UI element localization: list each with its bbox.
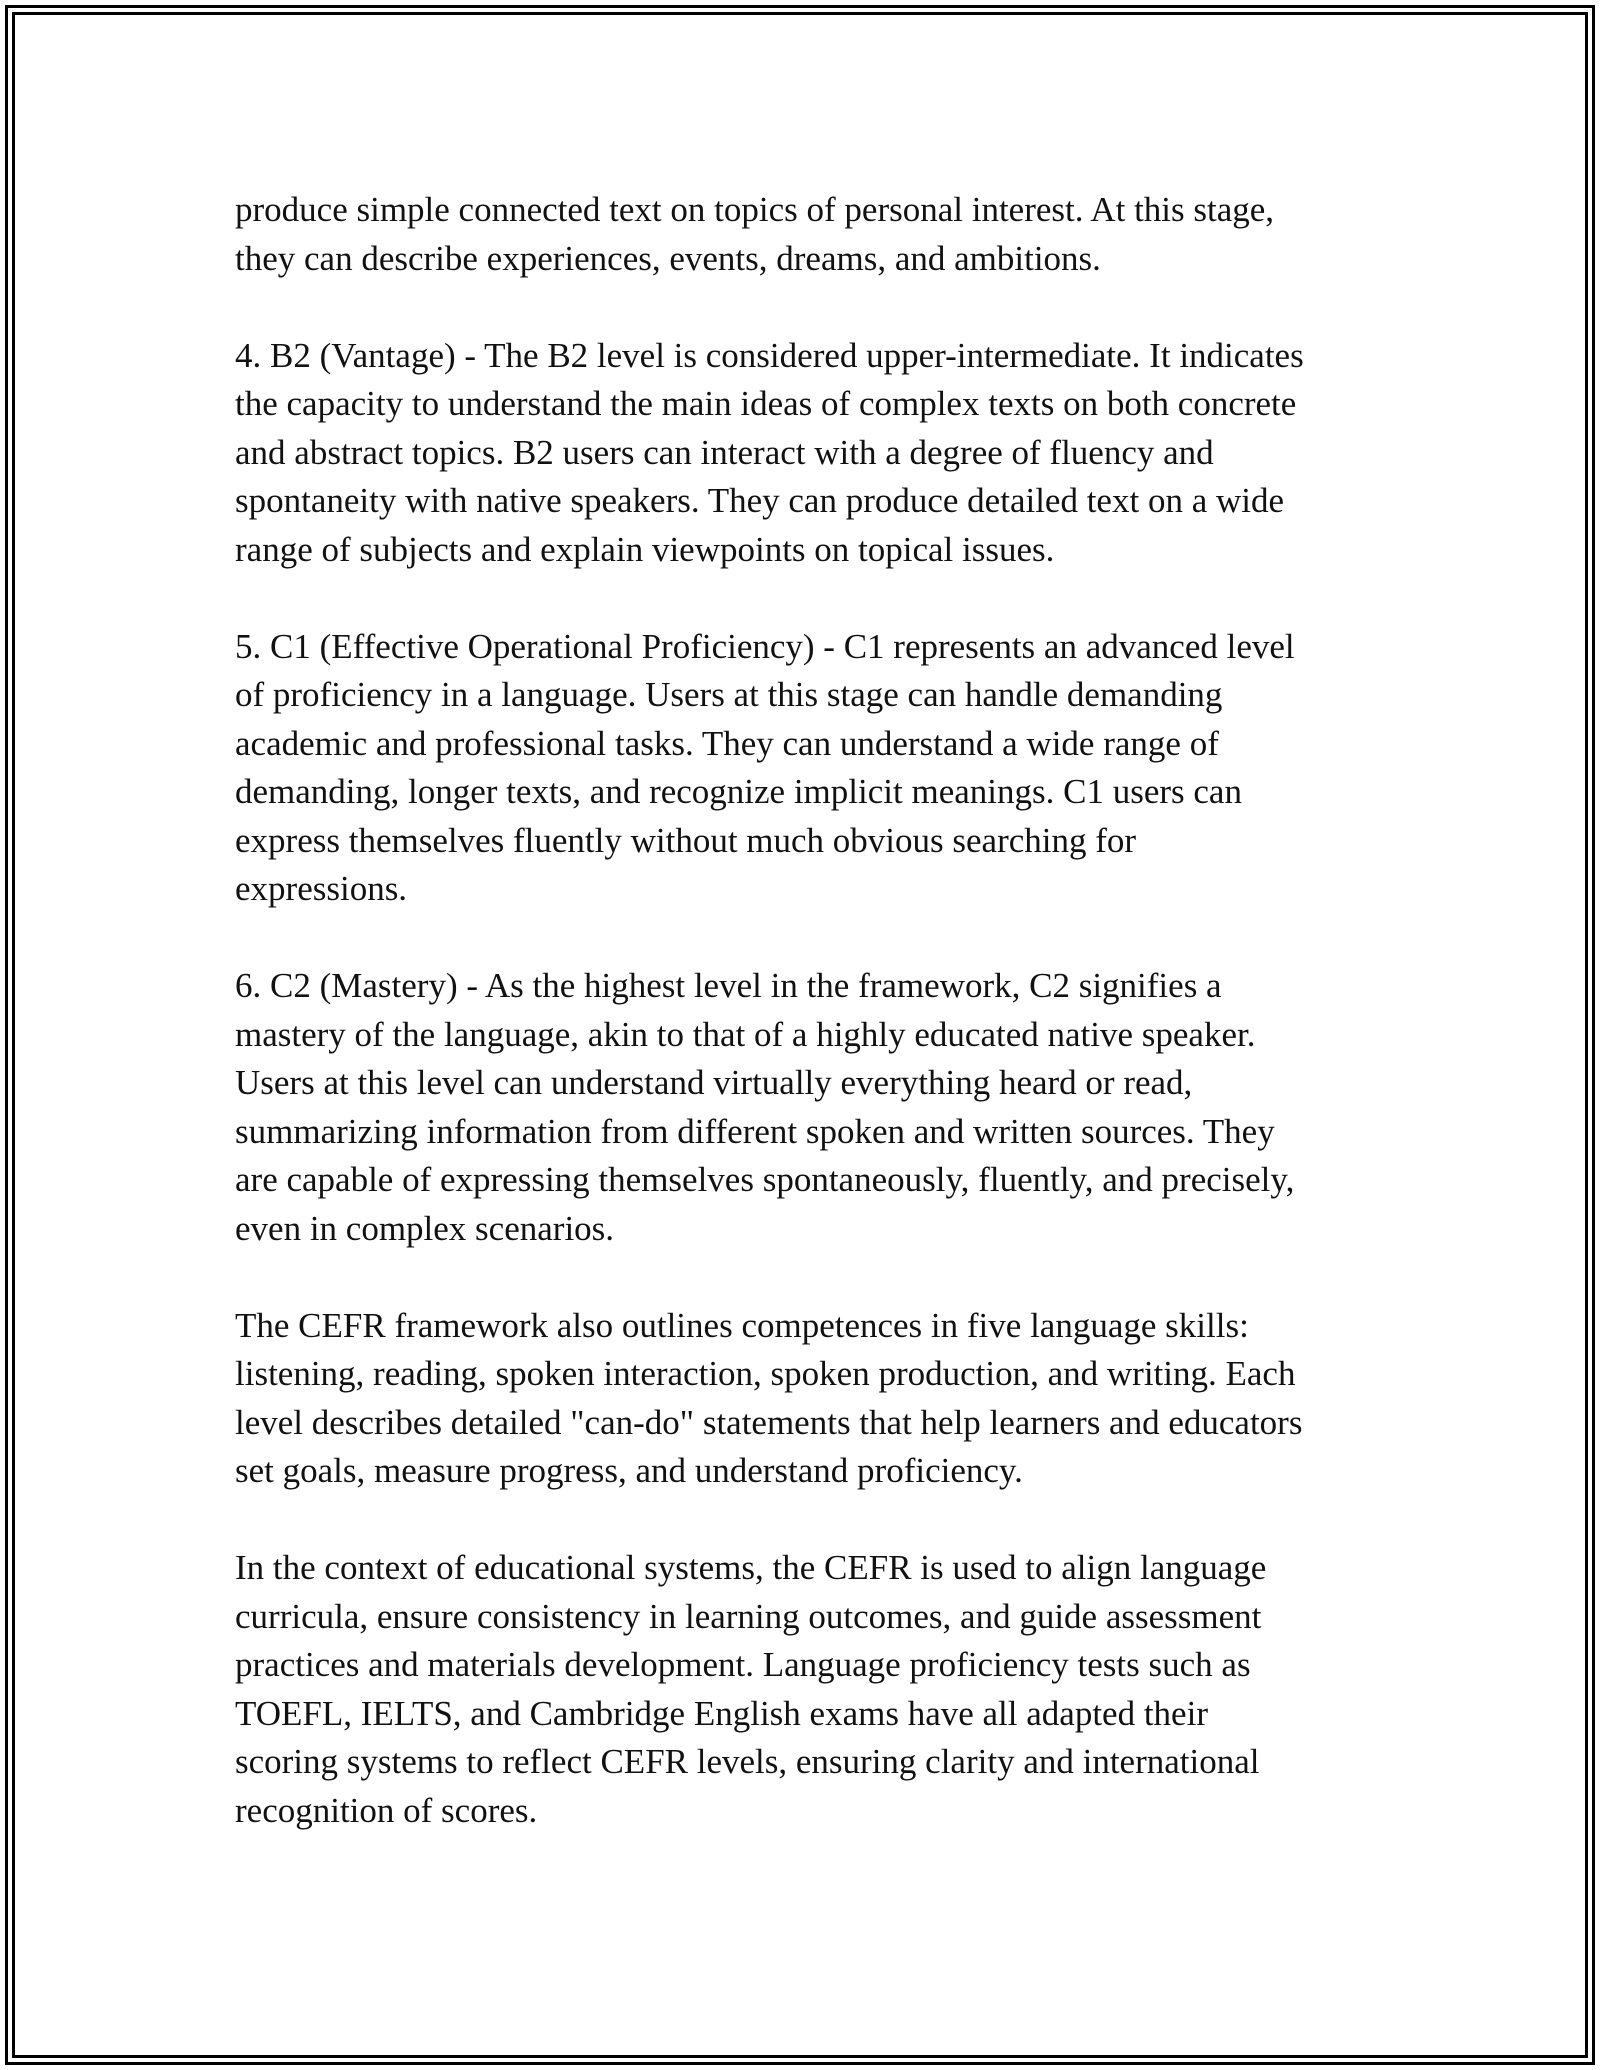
text-line: practices and materials development. Language proficiency tests such as: [235, 1645, 1251, 1684]
text-line: mastery of the language, akin to that of a highly educated native speaker.: [235, 1014, 1256, 1054]
text-line: 6. C2 (Mastery) - As the highest level in the framework, C2 signifies a: [235, 966, 1222, 1005]
text-line: scoring systems to reflect CEFR levels, ensuring clarity and international: [235, 1742, 1260, 1781]
text-line: spontaneity with native speakers. They can produce detailed text on a wide: [235, 481, 1285, 520]
text-line: even in complex scenarios.: [235, 1208, 615, 1248]
text-line: 5. C1 (Effective Operational Proficiency) - C1 represents an advanced level: [235, 626, 1295, 666]
text-line: In the context of educational systems, the CEFR is used to align language: [235, 1548, 1267, 1587]
text-line: express themselves fluently without much obvious searching for: [235, 820, 1137, 860]
paragraph-b2: [235, 332, 1370, 575]
text-line: expressions.: [235, 869, 408, 908]
text-line: Users at this level can understand virtually everything heard or read,: [235, 1063, 1193, 1102]
text-line: they can describe experiences, events, dreams, and ambitions.: [235, 238, 1101, 278]
text-line: listening, reading, spoken interaction, spoken production, and writing. Each: [235, 1354, 1296, 1393]
text-line: produce simple connected text on topics of personal interest. At this stage,: [235, 190, 1275, 229]
text-line: 4. B2 (Vantage) - The B2 level is considered upper-intermediate. It indicates: [235, 335, 1304, 375]
text-line: the capacity to understand the main ideas of complex texts on both concrete: [235, 384, 1297, 423]
text-line: range of subjects and explain viewpoints on topical issues.: [235, 529, 1055, 569]
paragraph-c2: [235, 962, 1370, 1253]
paragraph-b1-continuation: [235, 186, 1370, 283]
text-line: The CEFR framework also outlines competences in five language skills:: [235, 1305, 1249, 1345]
paragraph-educational-context: [235, 1544, 1370, 1835]
paragraph-language-skills: [235, 1302, 1370, 1496]
text-line: TOEFL, IELTS, and Cambridge English exams have all adapted their: [235, 1693, 1208, 1733]
document-body: [235, 186, 1370, 1884]
text-line: academic and professional tasks. They can understand a wide range of: [235, 723, 1219, 763]
paragraph-c1: [235, 623, 1370, 914]
text-line: curricula, ensure consistency in learning outcomes, and guide assessment: [235, 1596, 1262, 1636]
text-line: are capable of expressing themselves spontaneously, fluently, and precisely,: [235, 1160, 1295, 1199]
text-line: summarizing information from different spoken and written sources. They: [235, 1111, 1275, 1151]
text-line: recognition of scores.: [235, 1790, 538, 1830]
text-line: level describes detailed "can-do" statements that help learners and educators: [235, 1402, 1303, 1442]
text-line: and abstract topics. B2 users can interact with a degree of fluency and: [235, 432, 1214, 472]
text-line: demanding, longer texts, and recognize implicit meanings. C1 users can: [235, 772, 1242, 811]
text-line: set goals, measure progress, and understand proficiency.: [235, 1451, 1023, 1490]
text-line: of proficiency in a language. Users at this stage can handle demanding: [235, 675, 1223, 714]
